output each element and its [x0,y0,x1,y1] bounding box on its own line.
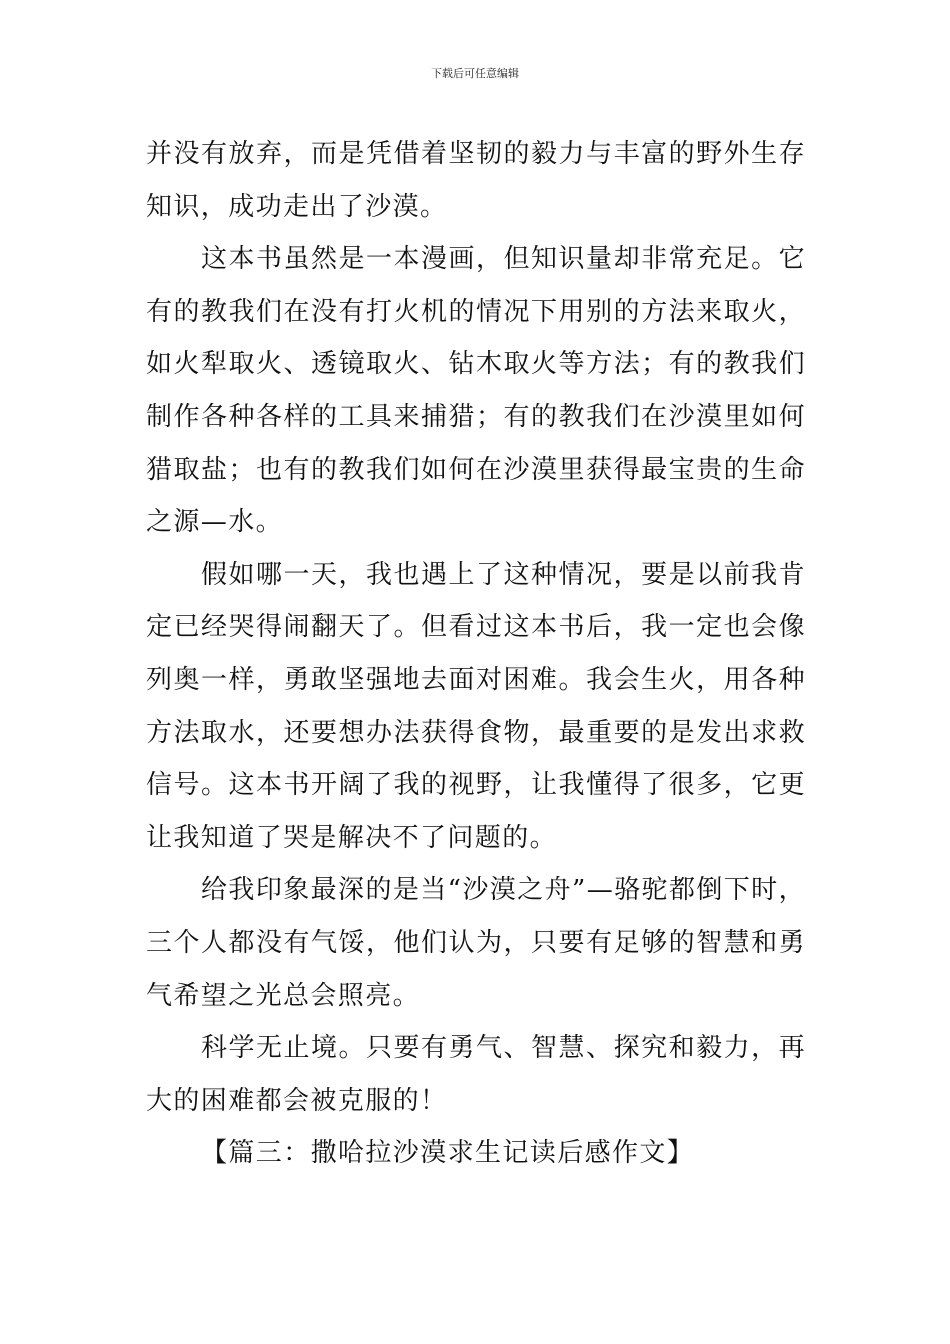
document-body [146,128,806,1180]
paragraph-conclusion: 科学无止境。只要有勇气、智慧、探究和毅力，再大的困难都会被克服的！ [146,1033,806,1116]
paragraph-deepest-impression: 给我印象最深的是当“沙漠之舟”—骆驼都倒下时，三个人都没有气馁，他们认为，只要有足够的智慧和勇气希望之光总会照亮。 [146,875,806,1011]
paragraph-reflection: 假如哪一天，我也遇上了这种情况，要是以前我肯定已经哭得闹翻天了。但看过这本书后，我一定也会像列奥一样，勇敢坚强地去面对困难。我会生火，用各种方法取水，还要想办法获得食物，最重要的是发出求救信号。这本书开阔了我的视野，让我懂得了很多，它更让我知道了哭是解决不了问题的。 [146,559,806,853]
paragraph-continuation: 并没有放弃，而是凭借着坚韧的毅力与丰富的野外生存知识，成功走出了沙漠。 [146,139,806,222]
page-header: 下载后可任意编辑 [431,67,519,80]
paragraph-book-knowledge: 这本书虽然是一本漫画，但知识量却非常充足。它有的教我们在没有打火机的情况下用别的方法来取火，如火犁取火、透镜取火、钻木取火等方法；有的教我们制作各种各样的工具来捕猎；有的教我们在沙漠里如何猎取盐；也有的教我们如何在沙漠里获得最宝贵的生命之源—水。 [146,244,806,538]
section-heading: 【篇三：撒哈拉沙漠求生记读后感作文】 [201,1138,695,1169]
